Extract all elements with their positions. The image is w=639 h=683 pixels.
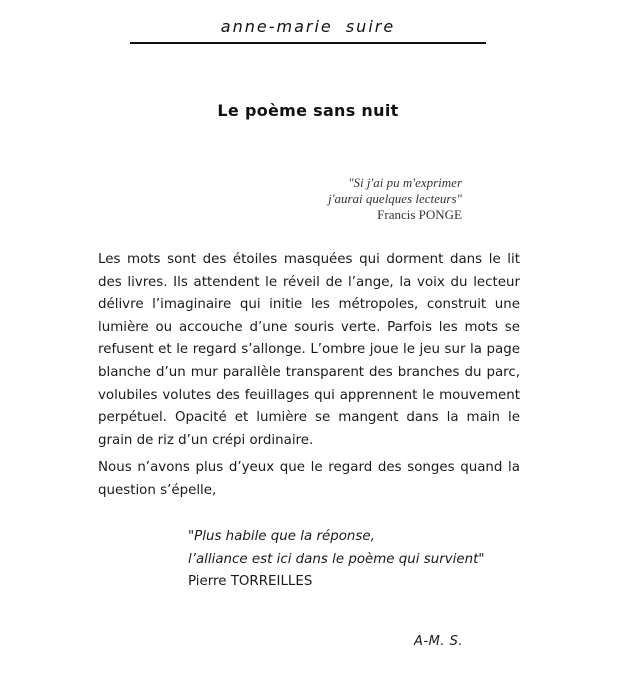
paragraph: Nous n’avons plus d’yeux que le regard des songes quand la question s’épelle,: [98, 460, 520, 498]
closing-quote: [188, 526, 485, 594]
quote-line: l’alliance est ici dans le poème qui survient": [188, 551, 485, 567]
epigraph-line: "Si j'ai pu m'exprimer: [348, 175, 462, 190]
signature: A-M. S.: [414, 634, 463, 649]
quote-attribution: Pierre TORREILLES: [188, 574, 313, 590]
epigraph-line: j'aurai quelques lecteurs": [328, 191, 462, 206]
epigraph: [328, 175, 462, 223]
body-text: [98, 249, 520, 503]
poem-title: Le poème sans nuit: [217, 101, 399, 120]
epigraph-attribution: Francis PONGE: [377, 207, 462, 222]
paragraph: Les mots sont des étoiles masquées qui dorment dans le lit des livres. Ils attendent le réveil de l’ange, la voix du lecteur délivre l’imaginaire qui initie les métropoles, construit une lumière ou accouche d’une souris verte. Parfois les mots se refusent et le regard s’allonge. L’ombre joue le jeu sur la page blanche d’un mur parallèle transparent des branches du parc, volubiles volutes des feuillages qui apprennent le mouvement perpétuel. Opacité et lumière se mangent dans la main le grain de riz d’un crépi ordinaire.: [98, 252, 520, 448]
quote-line: "Plus habile que la réponse,: [188, 529, 375, 544]
header-rule: [130, 42, 486, 44]
running-header-author: anne-marie suire: [220, 17, 396, 36]
